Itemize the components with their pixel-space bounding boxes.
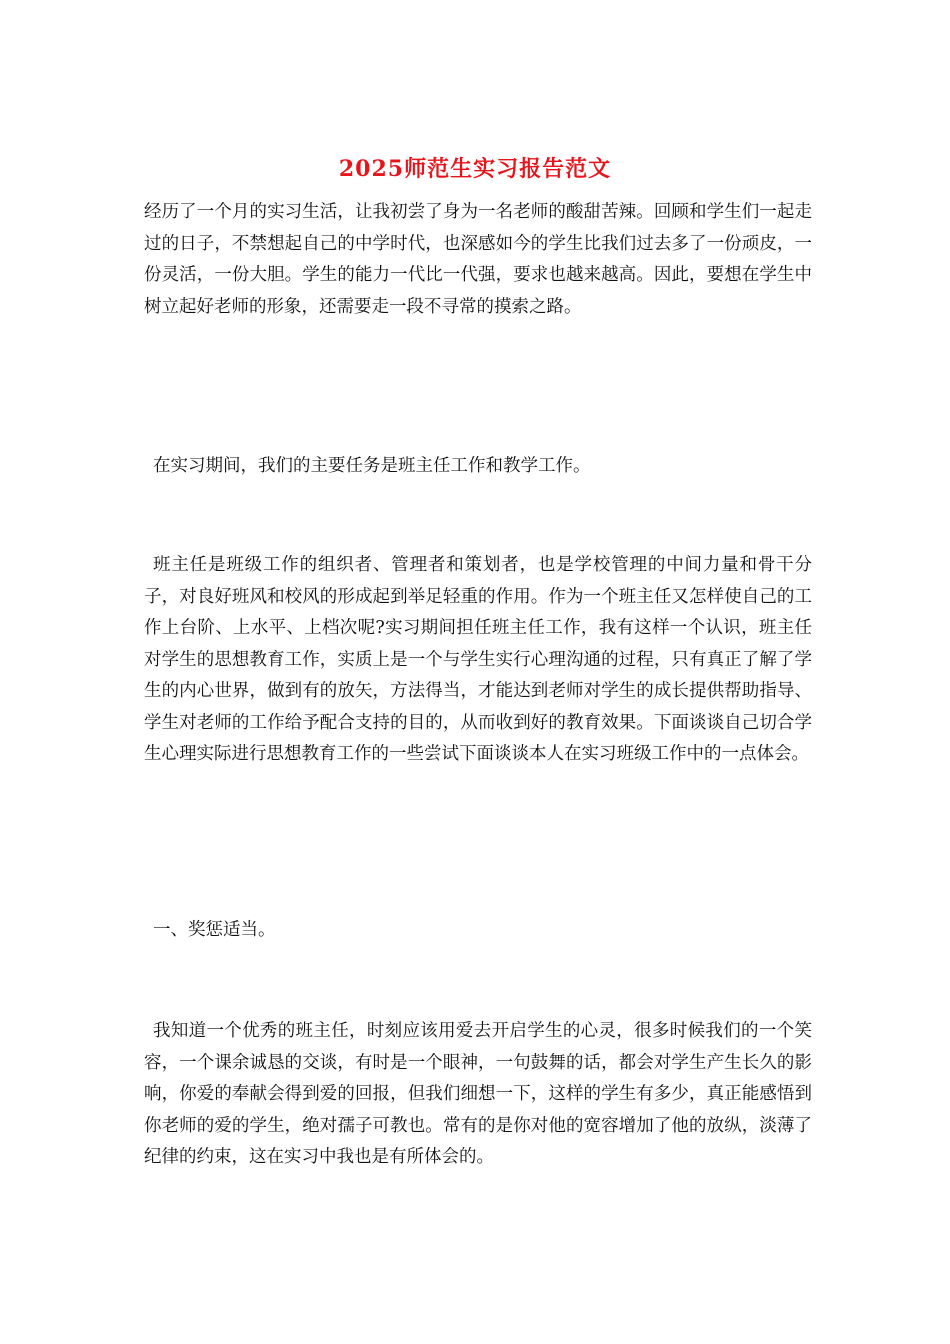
paragraph-class-teacher: 班主任是班级工作的组织者、管理者和策划者，也是学校管理的中间力量和骨干分子，对良好班风和校风的形成起到举足轻重的作用。作为一个班主任又怎样使自己的工作上台阶、上水平、上档次呢?实习期间担任班主任工作，我有这样一个认识，班主任对学生的思想教育工作，实质上是一个与学生实行心理沟通的过程，只有真正了解了学生的内心世界，做到有的放矢，方法得当，才能达到老师对学生的成长提供帮助指导、学生对老师的工作给予配合支持的目的，从而收到好的教育效果。下面谈谈自己切合学生心理实际进行思想教育工作的一些尝试下面谈谈本人在实习班级工作中的一点体会。 [144, 555, 812, 764]
section-heading-rewards: 一、奖惩适当。 [153, 920, 276, 940]
paragraph-rewards: 我知道一个优秀的班主任，时刻应该用爱去开启学生的心灵，很多时候我们的一个笑容，一个课余诚恳的交谈，有时是一个眼神，一句鼓舞的话，都会对学生产生长久的影响，你爱的奉献会得到爱的回报，但我们细想一下，这样的学生有多少，真正能感悟到你老师的爱的学生，绝对孺子可教也。常有的是你对他的宽容增加了他的放纵，淡薄了纪律的约束，这在实习中我也是有所体会的。 [144, 1021, 812, 1167]
paragraph-intro: 经历了一个月的实习生活，让我初尝了身为一名老师的酸甜苦辣。回顾和学生们一起走过的日子，不禁想起自己的中学时代，也深感如今的学生比我们过去多了一份顽皮，一份灵活，一份大胆。学生的能力一代比一代强，要求也越来越高。因此，要想在学生中树立起好老师的形象，还需要走一段不寻常的摸索之路。 [144, 202, 812, 317]
document-title: 2025师范生实习报告范文 [338, 156, 612, 182]
paragraph-main-tasks: 在实习期间，我们的主要任务是班主任工作和教学工作。 [153, 456, 591, 476]
